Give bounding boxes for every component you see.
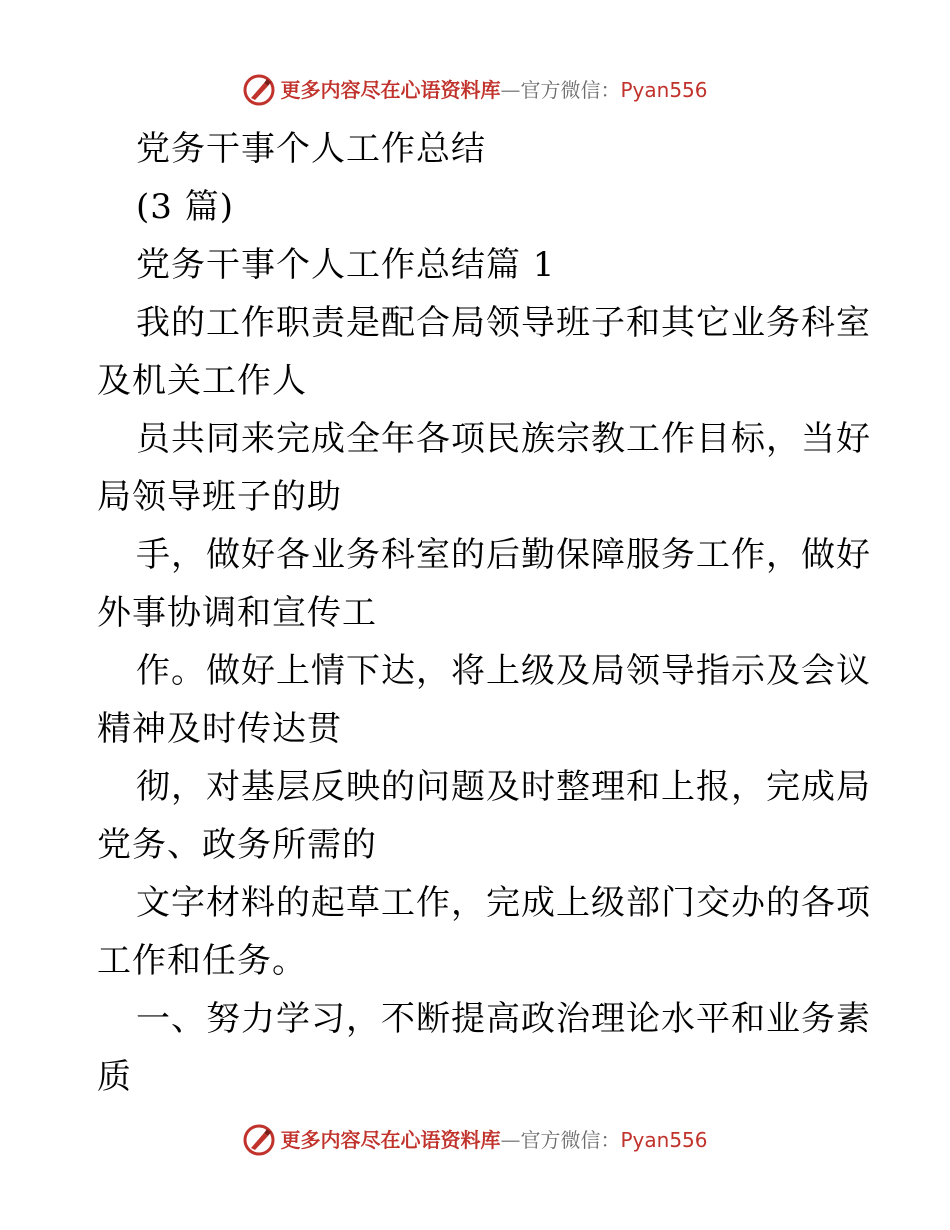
watermark-wechat-label: 官方微信：: [520, 1128, 621, 1152]
text-line: 党务干事个人工作总结: [136, 129, 486, 169]
text-line: 手，做好各业务科室的后勤保障服务工作，做好: [136, 535, 871, 575]
watermark-site-text: 更多内容尽在心语资料库: [280, 78, 501, 102]
watermark-wechat-id: Pyan556: [620, 1128, 708, 1152]
text-line: 作。做好上情下达，将上级及局领导指示及会议: [136, 651, 871, 691]
text-line: 党务干事个人工作总结篇 1: [136, 245, 556, 285]
text-line: 我的工作职责是配合局领导班子和其它业务科室: [136, 303, 871, 343]
text-line: 局领导班子的助: [97, 477, 342, 517]
text-line: (3 篇): [136, 187, 234, 227]
text-line: 及机关工作人: [97, 361, 307, 401]
watermark-wechat-label: 官方微信：: [520, 78, 621, 102]
text-line: 彻，对基层反映的问题及时整理和上报，完成局: [136, 767, 871, 807]
footer-watermark: [0, 1118, 950, 1162]
watermark-wechat-id: Pyan556: [620, 78, 708, 102]
text-line: 党务、政务所需的: [97, 825, 377, 865]
text-line: 员共同来完成全年各项民族宗教工作目标，当好: [136, 419, 871, 459]
logo-icon: [242, 1123, 276, 1157]
watermark-separator: —: [500, 1128, 521, 1152]
text-line: 工作和任务。: [97, 941, 307, 981]
text-line: 一、努力学习，不断提高政治理论水平和业务素: [136, 999, 871, 1039]
watermark-site-text: 更多内容尽在心语资料库: [280, 1128, 501, 1152]
text-line: 文字材料的起草工作，完成上级部门交办的各项: [136, 883, 871, 923]
text-line: 精神及时传达贯: [97, 709, 342, 749]
text-line: 外事协调和宣传工: [97, 593, 377, 633]
logo-icon: [242, 73, 276, 107]
document-body: [97, 120, 871, 1106]
watermark-separator: —: [500, 78, 521, 102]
text-line: 质: [97, 1057, 132, 1097]
header-watermark: [0, 68, 950, 112]
